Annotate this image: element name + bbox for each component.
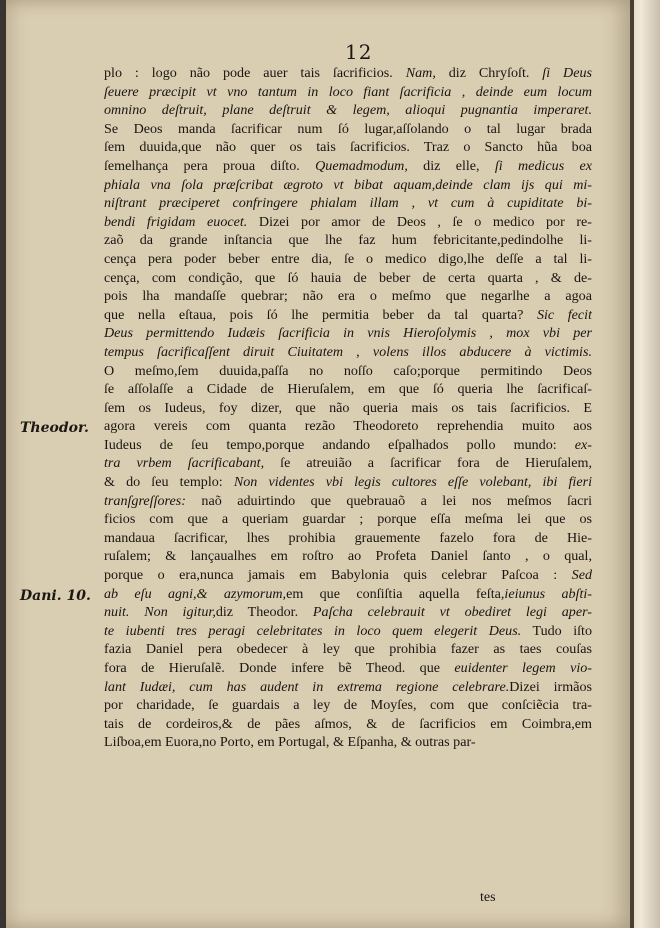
latin-quote: niſtrant præciperet confringere phialam illam , vt cum à cupiditate bi-: [104, 195, 592, 212]
latin-quote: ieiunus abſti-: [504, 585, 592, 602]
text-segment: O meſmo,ſem duuida,paſſa no noſſo caſo;porque permitindo Deos: [104, 362, 592, 379]
text-segment: Dizei por amor de Deos , ſe o medico por re-: [247, 213, 592, 230]
text-segment: ſem os Iudeus, foy dizer, que não queria mais os tais ſacrificios. E: [104, 399, 592, 416]
latin-quote: ſi medicus ex: [494, 157, 592, 174]
text-segment: plo : logo não pode auer tais ſacrificios.: [104, 65, 406, 81]
text-segment: que nella eſtaua, pois ſó lhe permitia beber da tal quarta?: [104, 306, 537, 323]
text-segment: ſemelhança pera proua diſto.: [104, 157, 316, 174]
body-text: [104, 64, 592, 752]
text-segment: Tudo iſto: [521, 622, 592, 639]
latin-quote: bendi frigidam euocet.: [104, 213, 248, 230]
text-line: [104, 101, 592, 120]
text-line: [104, 399, 592, 418]
catchword: tes: [480, 890, 496, 905]
text-segment: cença pera poder beber entre dia, ſe o medico digo,lhe deſſe a tal li-: [104, 250, 592, 267]
latin-quote: ex-: [574, 436, 592, 453]
text-segment: diz elle,: [407, 157, 495, 174]
text-line: [104, 269, 592, 288]
text-line: [104, 64, 592, 83]
text-line: [104, 306, 592, 325]
text-line: [104, 603, 592, 622]
text-line: [104, 362, 592, 381]
text-line: [104, 380, 592, 399]
text-segment: cença, com condição, que ſó hauia de beber de certa quarta , & de-: [104, 269, 592, 286]
text-segment: ſe atreuião a ſacrificar fora de Hieruſalem,: [264, 455, 592, 472]
latin-quote: te iubenti tres peragi celebritates in loco quem elegerit Deus.: [104, 622, 522, 639]
text-line: [104, 529, 592, 548]
text-line: [104, 176, 592, 195]
text-line: [104, 138, 592, 157]
text-segment: mandaua ſacrificar, lhes prohibia grauemente fazelo fora de Hie-: [104, 529, 592, 546]
text-line: [104, 287, 592, 306]
latin-quote: tranſgreſſores:: [104, 492, 186, 509]
text-line: [104, 473, 592, 492]
text-segment: ſe aſſolaſſe a Cidade de Hieruſalem, em que ſó queria lhe ſacrificaſ-: [104, 381, 592, 398]
text-line: [104, 436, 592, 455]
latin-quote: ſi Deus: [529, 65, 592, 81]
text-line: [104, 83, 592, 102]
latin-quote: Nam,: [405, 65, 436, 81]
text-line: [104, 120, 592, 139]
margin-note-theodor: Theodor.: [20, 420, 89, 436]
latin-quote: Non videntes vbi legis cultores eſſe volebant, ibi fieri: [233, 474, 592, 491]
text-line: [104, 640, 592, 659]
text-segment: Iudeus de ſeu tempo,porque andando eſpalhados pollo mundo:: [104, 436, 575, 453]
latin-quote: lant Iudæi, cum has audent in extrema regione celebrare.: [104, 678, 510, 695]
text-segment: ficios com que a queriam guardar ; porque eſſa meſma lei que os: [104, 511, 592, 528]
text-line: [104, 659, 592, 678]
text-segment: pois lha mandaſſe quebrar; não era o meſmo que negarlhe a agoa: [104, 288, 592, 305]
text-line: [104, 566, 592, 585]
text-line: [104, 343, 592, 362]
latin-quote: euidenter legem vio-: [454, 660, 592, 676]
text-segment: tais de cordeiros,& de pães aſmos, & de ſacrificios em Coimbra,em: [104, 715, 592, 732]
text-line: [104, 231, 592, 250]
text-segment: porque o era,nunca jamais em Babylonia quis celebrar Paſcoa :: [104, 567, 572, 584]
latin-quote: ab eſu agni,& azymorum,: [104, 585, 287, 602]
page-number: 12: [345, 40, 373, 64]
text-segment: Liſboa,em Euora,no Porto, em Portugal, & Eſpanha, & outras par-: [104, 734, 476, 751]
text-line: [104, 733, 592, 752]
text-segment: fora de Hieruſalẽ. Donde infere bẽ Theod. que: [104, 660, 455, 676]
text-line: [104, 678, 592, 697]
text-line: [104, 492, 592, 511]
margin-note-daniel: Dani. 10.: [20, 588, 91, 604]
page-edge: [630, 0, 660, 928]
text-line: [104, 454, 592, 473]
latin-quote: Deus permittendo Iudæis ſacrificia in vnis Hieroſolymis , mox vbi per: [104, 325, 592, 342]
text-segment: ſem duuida,que não quer os tais ſacrificios. Traz o Sancto hũa boa: [104, 139, 592, 156]
latin-quote: tra vrbem ſacrificabant,: [104, 455, 265, 472]
latin-quote: ſeuere præcipit vt vno tantum in loco fiant ſacrificia , deinde eum locum: [104, 83, 592, 100]
text-line: [104, 157, 592, 176]
text-line: [104, 547, 592, 566]
text-segment: fazia Daniel pera obedecer à ley que prohibia fazer as taes couſas: [104, 641, 592, 658]
latin-quote: Sic fecit: [536, 306, 592, 323]
latin-quote: Quemadmodum,: [315, 157, 408, 174]
text-line: [104, 194, 592, 213]
text-segment: ruſalem; & lançaualhes em roſtro ao Profeta Daniel ſanto , o qual,: [104, 548, 592, 565]
text-segment: diz Theodor.: [215, 604, 313, 621]
text-segment: Se Deos manda ſacrificar num ſó lugar,aſſolando o tal lugar brada: [104, 120, 592, 137]
text-line: [104, 585, 592, 604]
latin-quote: Sed: [571, 567, 592, 584]
text-line: [104, 324, 592, 343]
text-segment: zaõ da grande inſtancia que lhe faz hum febricitante,pedindolhe li-: [104, 232, 592, 249]
text-line: [104, 213, 592, 232]
text-segment: por charidade, ſe guardais a ley de Moyſes, com que conſciẽcia tra-: [104, 697, 592, 714]
text-line: [104, 715, 592, 734]
text-line: [104, 510, 592, 529]
text-line: [104, 417, 592, 436]
text-segment: em que conſiſtia aquella feſta,: [286, 585, 505, 602]
latin-quote: Paſcha celebrauit vt obediret legi aper-: [312, 604, 592, 621]
text-segment: diz Chryſoſt.: [435, 65, 530, 81]
text-segment: agora vereis com quanta rezão Theodoreto reprehendia muito aos: [104, 418, 592, 435]
latin-quote: phiala vna ſola præſcribat ægroto vt bibat aquam,deinde clam ijs qui mi-: [104, 176, 592, 193]
latin-quote: omnino deſtruit, plane deſtruit & legem, alioqui pugnantia imperaret.: [104, 102, 592, 119]
latin-quote: tempus ſacrificaſſent diruit Ciuitatem , volens illos abducere à victimis.: [104, 343, 592, 360]
text-segment: Dizei irmãos: [509, 678, 592, 695]
text-segment: naõ aduirtindo que quebrauaõ a lei nos meſmos ſacri: [185, 492, 592, 509]
text-line: [104, 622, 592, 641]
text-line: [104, 696, 592, 715]
latin-quote: nuit. Non igitur,: [104, 604, 216, 621]
text-segment: & do ſeu templo:: [104, 474, 234, 491]
text-line: [104, 250, 592, 269]
